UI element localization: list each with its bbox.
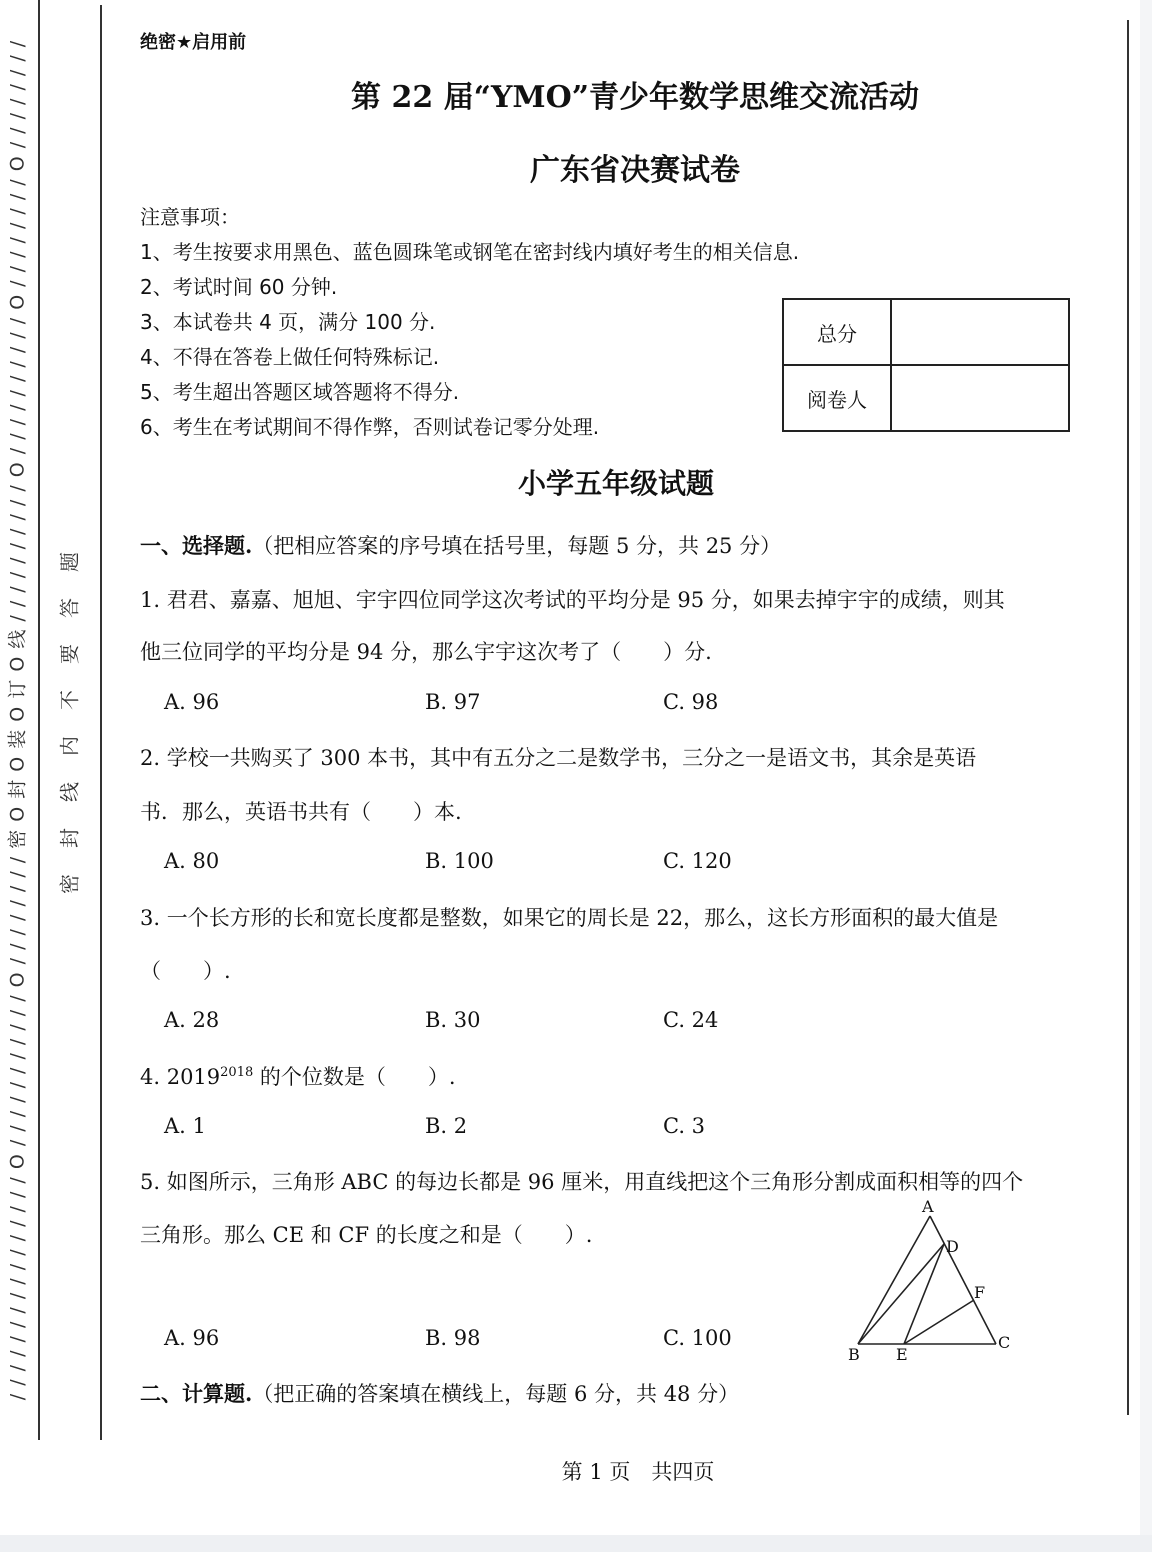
option-b[interactable]: B. 97 <box>425 690 481 714</box>
question-1-line-1: 1. 君君、嘉嘉、旭旭、宇宇四位同学这次考试的平均分是 95 分，如果去掉宇宇的成绩，则其 <box>140 588 1005 612</box>
edge-ab <box>858 1216 930 1344</box>
binding-margin <box>2 0 30 1440</box>
label-f: F <box>974 1283 986 1302</box>
segment-bd <box>858 1244 944 1344</box>
question-3-line-1: 3. 一个长方形的长和宽长度都是整数，如果它的周长是 22，那么，这长方形面积的最大值是 <box>140 906 999 930</box>
question-5-line-1: 5. 如图所示，三角形 ABC 的每边长都是 96 厘米，用直线把这个三角形分割成面积相等的四个 <box>140 1170 1024 1194</box>
option-b[interactable]: B. 98 <box>425 1326 481 1350</box>
section-1-heading <box>140 530 781 560</box>
question-2-line-2: 书．那么，英语书共有（ ）本. <box>140 800 462 824</box>
option-c[interactable]: C. 3 <box>663 1114 706 1138</box>
exam-title: 第 22 届“YMO”青少年数学思维交流活动 <box>351 80 919 115</box>
question-4-prefix: 4. 2019 <box>140 1065 221 1089</box>
option-a[interactable]: A. 1 <box>164 1114 206 1138</box>
option-b[interactable]: B. 2 <box>425 1114 468 1138</box>
option-a[interactable]: A. 96 <box>164 1326 220 1350</box>
option-c[interactable]: C. 24 <box>663 1008 719 1032</box>
notice-item: 3、本试卷共 4 页，满分 100 分. <box>140 310 436 334</box>
triangle-figure <box>838 1196 1028 1372</box>
label-c: C <box>998 1333 1011 1352</box>
section-1-title: 一、选择题. <box>140 533 253 558</box>
label-a: A <box>922 1197 934 1216</box>
label-e: E <box>896 1345 908 1364</box>
notice-heading: 注意事项： <box>140 205 240 229</box>
question-4-exponent: 2018 <box>220 1065 254 1080</box>
grade-title: 小学五年级试题 <box>517 467 714 500</box>
notice-item: 4、不得在答卷上做任何特殊标记. <box>140 345 440 369</box>
binding-line-inner <box>100 5 102 1440</box>
page-footer: 第 1 页 共四页 <box>561 1460 715 1484</box>
option-c[interactable]: C. 100 <box>663 1326 732 1350</box>
option-b[interactable]: B. 100 <box>425 849 494 873</box>
secret-mark: 绝密★启用前 <box>140 32 247 53</box>
question-2-line-1: 2. 学校一共购买了 300 本书，其中有五分之二是数学书，三分之一是语文书，其余是英语 <box>140 746 977 770</box>
question-5-line-2: 三角形。那么 CE 和 CF 的长度之和是（ ）. <box>140 1223 593 1247</box>
exam-subtitle: 广东省决赛试卷 <box>530 153 740 188</box>
option-a[interactable]: A. 28 <box>164 1008 220 1032</box>
option-c[interactable]: C. 98 <box>663 690 719 714</box>
question-4-suffix: 的个位数是（ ）. <box>253 1065 456 1089</box>
question-4-line-1 <box>140 1061 456 1091</box>
section-2-desc: （把正确的答案填在横线上，每题 6 分，共 48 分） <box>252 1382 740 1406</box>
total-score-label: 总分 <box>783 299 891 365</box>
notice-item: 5、考生超出答题区域答题将不得分. <box>140 380 460 404</box>
option-a[interactable]: A. 96 <box>164 690 220 714</box>
grader-label: 阅卷人 <box>783 365 891 431</box>
total-score-cell[interactable] <box>891 299 1069 365</box>
edge-ac <box>930 1216 996 1344</box>
page-bottom-strip <box>0 1535 1152 1552</box>
label-b: B <box>848 1345 860 1364</box>
score-table <box>782 298 1070 432</box>
section-1-desc: （把相应答案的序号填在括号里，每题 5 分，共 25 分） <box>252 534 782 558</box>
page-right-edge <box>1140 0 1152 1552</box>
notice-item: 2、考试时间 60 分钟. <box>140 275 338 299</box>
question-3-line-2: （ ）. <box>140 959 231 983</box>
section-2-heading <box>140 1378 739 1408</box>
question-1-line-2: 他三位同学的平均分是 94 分，那么宇宇这次考了（ ）分. <box>140 640 712 664</box>
notice-item: 6、考生在考试期间不得作弊，否则试卷记零分处理. <box>140 415 600 439</box>
grader-cell[interactable] <box>891 365 1069 431</box>
binding-line-outer <box>38 0 40 1440</box>
option-b[interactable]: B. 30 <box>425 1008 481 1032</box>
segment-ef <box>904 1300 974 1344</box>
option-a[interactable]: A. 80 <box>164 849 220 873</box>
notice-item: 1、考生按要求用黑色、蓝色圆珠笔或钢笔在密封线内填好考生的相关信息. <box>140 240 800 264</box>
binding-margin-text: / / / / / / / / / / / / / / / / O / / / / / / / / / / / O / / / / / / / / 密 O 封 O 装 O 订 O 线 / / / / / / / / / / O / / / / / / / / / / O / / / / / / / / O / / / / / / / / <box>6 39 29 1401</box>
right-border-line <box>1127 20 1129 1415</box>
option-c[interactable]: C. 120 <box>663 849 732 873</box>
notice-block <box>140 200 799 445</box>
segment-ed <box>904 1244 944 1344</box>
label-d: D <box>946 1237 959 1256</box>
section-2-title: 二、计算题. <box>140 1381 253 1406</box>
seal-note: 密封线内不要答题 <box>57 526 82 894</box>
